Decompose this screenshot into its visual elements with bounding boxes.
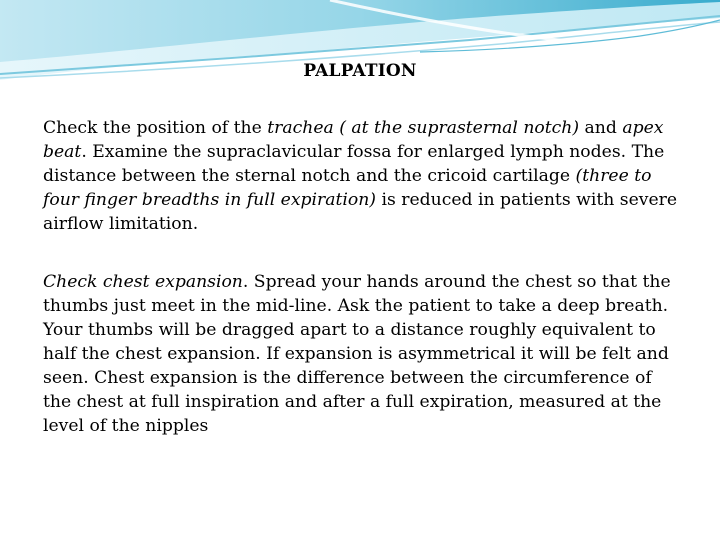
italic-note-finger-breadths: (three to four finger breadths in full expiration): [43, 166, 652, 210]
paragraph-chest-expansion: [43, 270, 683, 438]
content-body: [43, 116, 683, 438]
text-segment: is reduced in patients with severe airflow limitation.: [43, 190, 678, 234]
text-segment: Check the position of the: [43, 118, 268, 138]
italic-note-suprasternal: ( at the suprasternal notch): [339, 118, 580, 138]
italic-term-apex-beat: apex beat: [43, 118, 664, 162]
italic-term-chest-expansion: Check chest expansion: [43, 272, 243, 292]
text-segment: . Spread your hands around the chest so that the thumbs just meet in the mid-line. Ask the patient to take a deep breath. Your thumbs will be dragged apart to a distance roughly equivalent to half the chest expansion. If expansion is asymmetrical it will be felt and seen. Chest expansion is the difference between the circumference of the chest at full inspiration and after a full expiration, measured at the level of the nipples: [43, 272, 671, 436]
text-segment: and: [579, 118, 623, 138]
paragraph-trachea: [43, 116, 683, 236]
italic-term-trachea: trachea: [267, 118, 334, 138]
page-title: PALPATION: [303, 61, 417, 81]
text-segment: . Examine the supraclavicular fossa for enlarged lymph nodes. The distance between the sternal notch and the cricoid cartilage: [43, 142, 665, 186]
